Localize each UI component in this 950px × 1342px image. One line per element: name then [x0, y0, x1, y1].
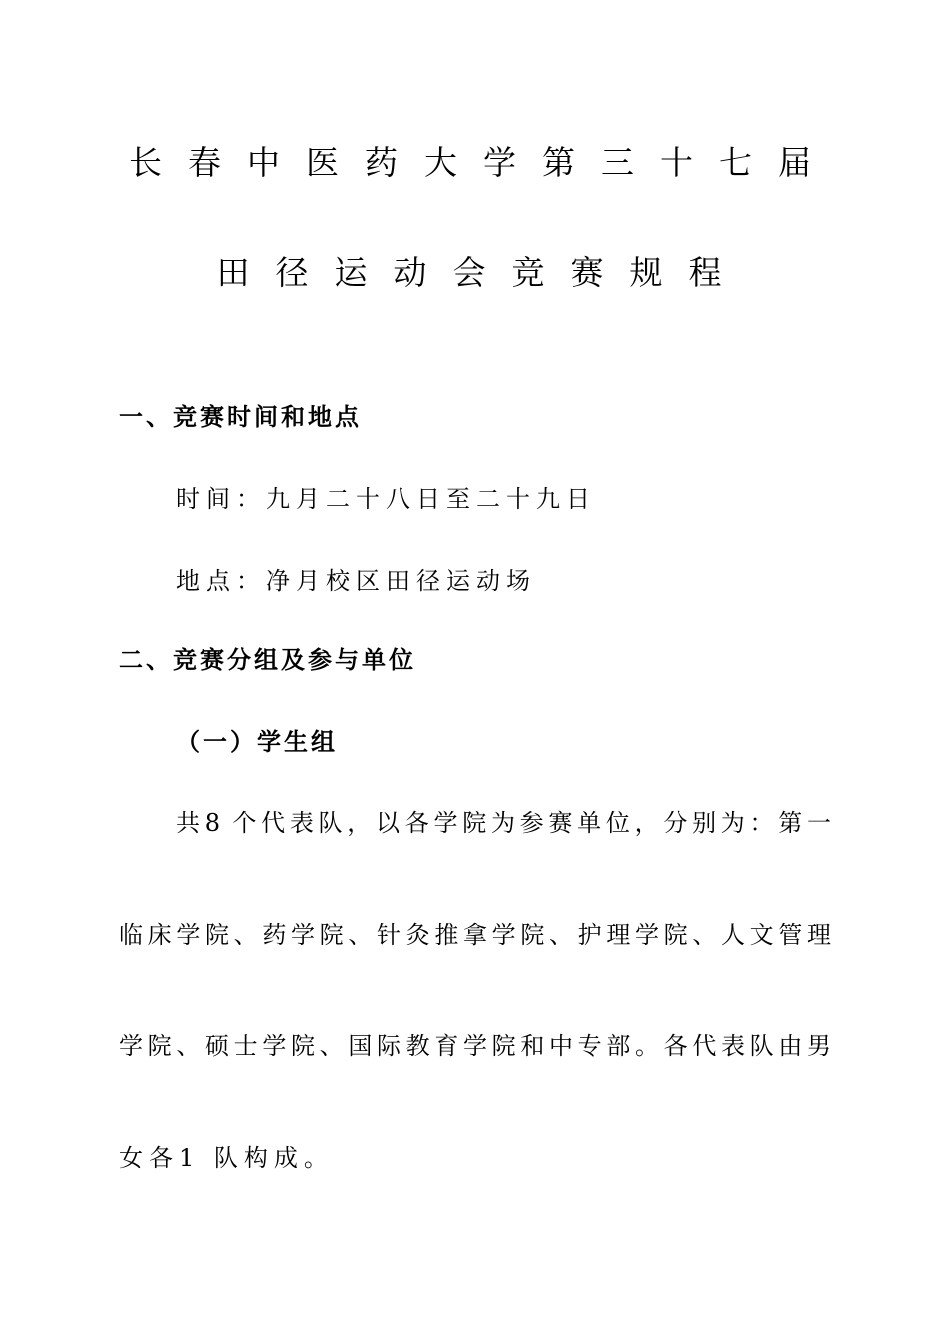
section-2-heading: 二、竞赛分组及参与单位 [119, 646, 416, 674]
student-group-subheading: （一）学生组 [176, 728, 338, 756]
section-1-heading: 一、竞赛时间和地点 [119, 403, 362, 431]
competition-place: 地点：净月校区田径运动场 [176, 567, 536, 595]
paragraph-line-1: 共8 个代表队，以各学院为参赛单位，分别为：第一 [176, 809, 831, 837]
document-title-line-2: 田径运动会竞赛规程 [216, 253, 748, 292]
document-title-line-1: 长春中医药大学第三十七届 [129, 143, 837, 182]
competition-time: 时间：九月二十八日至二十九日 [176, 485, 596, 513]
paragraph-line-4: 女各1 队构成。 [119, 1144, 334, 1172]
paragraph-line-2: 临床学院、药学院、针灸推拿学院、护理学院、人文管理 [119, 921, 831, 949]
paragraph-line-3: 学院、硕士学院、国际教育学院和中专部。各代表队由男 [119, 1032, 831, 1060]
